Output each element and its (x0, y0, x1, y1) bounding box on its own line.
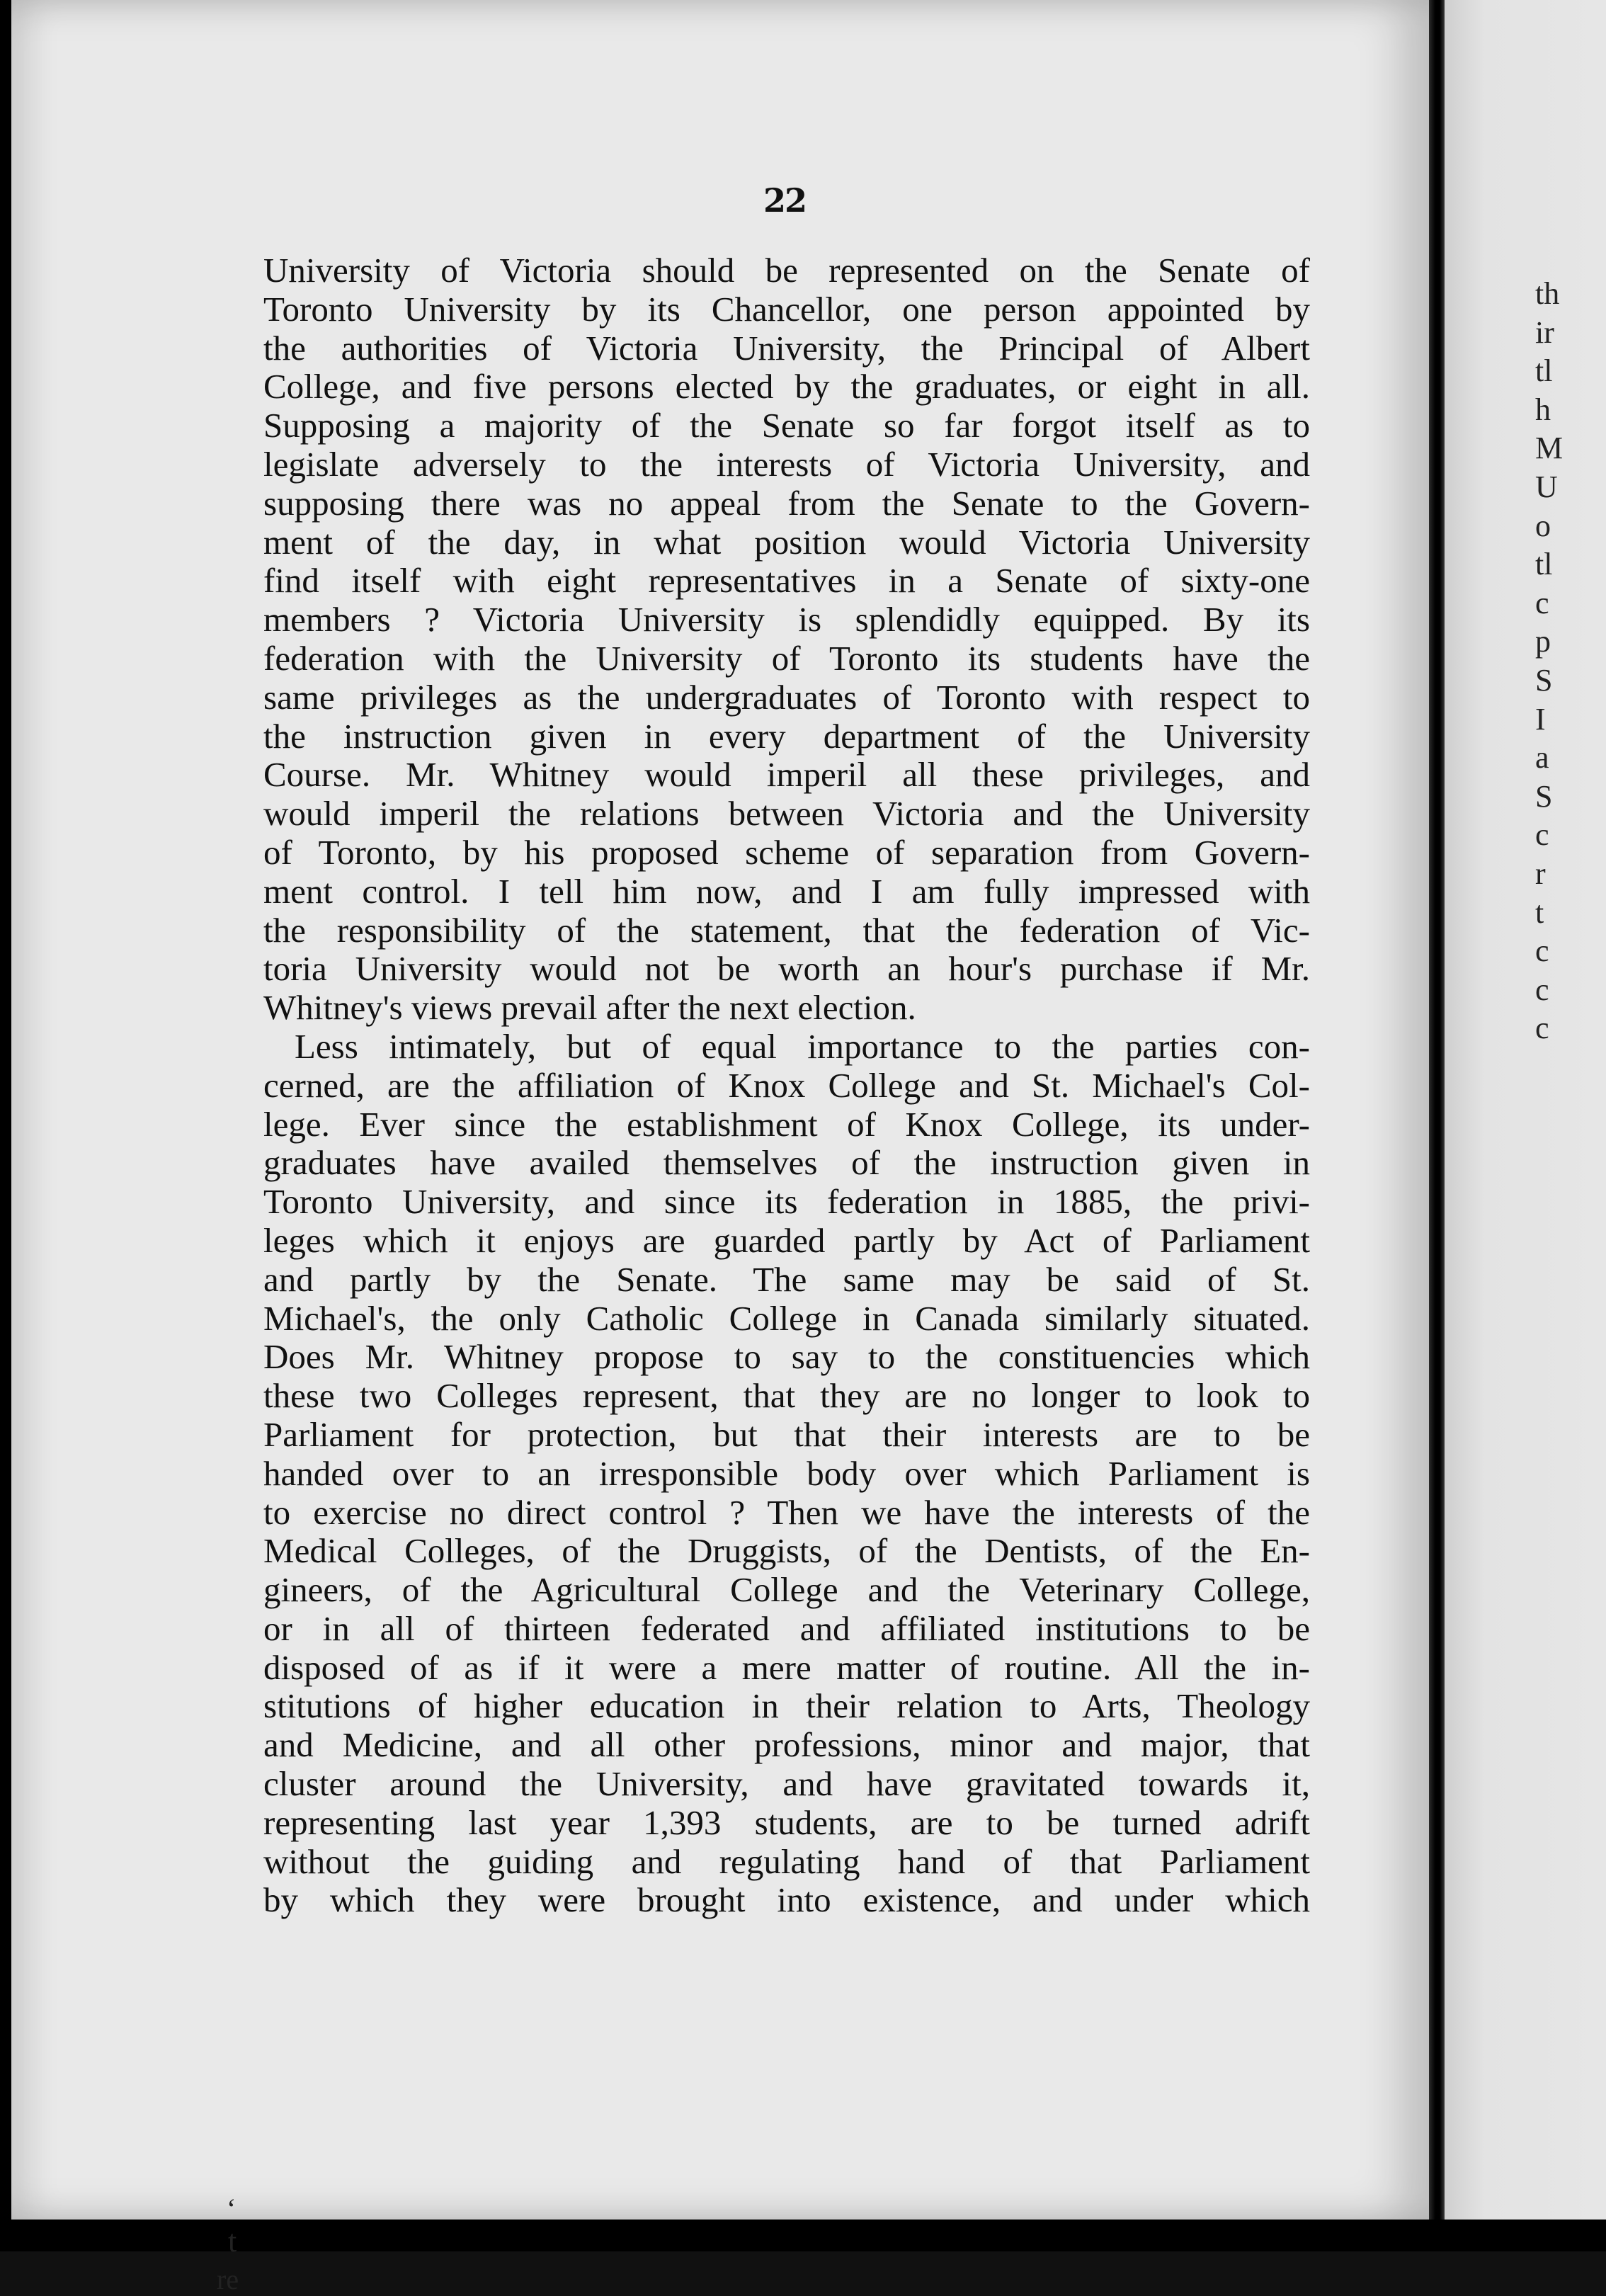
text-line: members ? Victoria University is splendidly equipped. By its (263, 600, 1310, 640)
text-line: graduates have availed themselves of the instruction given in (263, 1143, 1310, 1183)
text-line: Less intimately, but of equal importance to the parties con- (295, 1026, 1310, 1066)
text-line: representing last year 1,393 students, are to be turned adrift (263, 1802, 1310, 1842)
text-line: Does Mr. Whitney propose to say to the constituencies which (263, 1337, 1310, 1377)
facing-text-fragment: S (1535, 778, 1553, 814)
text-line: same privileges as the undergraduates of Toronto with respect to (263, 677, 1310, 717)
text-line: would imperil the relations between Victoria and the University (263, 794, 1310, 834)
margin-mark: re (217, 2263, 239, 2295)
text-line: gineers, of the Agricultural College and the Veterinary College, (263, 1570, 1310, 1610)
facing-text-fragment: tl (1535, 547, 1553, 582)
paragraph (263, 1028, 1310, 1920)
facing-text-fragment: p (1535, 624, 1551, 659)
text-line: to exercise no direct control ? Then we have the interests of the (263, 1492, 1310, 1532)
text-line: leges which it enjoys are guarded partly by Act of Parliament (263, 1220, 1310, 1260)
facing-text-fragment: c (1535, 817, 1549, 853)
text-line: ment control. I tell him now, and I am fully impressed with (263, 871, 1310, 911)
facing-text-fragment: U (1535, 469, 1558, 504)
facing-text-fragment: th (1535, 276, 1560, 311)
text-line: handed over to an irresponsible body over which Parliament is (263, 1453, 1310, 1493)
text-line: find itself with eight representatives in a Senate of sixty-one (263, 561, 1310, 601)
facing-text-fragment: o (1535, 508, 1551, 543)
text-line: stitutions of higher education in their relation to Arts, Theology (263, 1686, 1310, 1726)
text-line: University of Victoria should be represented on the Senate of (263, 251, 1310, 290)
text-line: cluster around the University, and have gravitated towards it, (263, 1764, 1310, 1804)
page-gutter (1429, 0, 1445, 2251)
facing-text-fragment: r (1535, 856, 1546, 891)
body-text (263, 251, 1310, 1920)
text-line: disposed of as if it were a mere matter of routine. All the in- (263, 1647, 1310, 1687)
facing-text-fragment: ir (1535, 314, 1554, 350)
facing-text-fragment: t (1535, 894, 1544, 930)
facing-text-fragment: c (1535, 933, 1549, 969)
text-line: Medical Colleges, of the Druggists, of the Dentists, of the En- (263, 1531, 1310, 1571)
text-line: lege. Ever since the establishment of Knox College, its under- (263, 1104, 1310, 1144)
facing-text-fragment: M (1535, 431, 1564, 466)
facing-text-fragment: h (1535, 392, 1551, 427)
facing-text-fragment: c (1535, 1011, 1549, 1046)
margin-mark: ‘ (227, 2193, 237, 2224)
paragraph (263, 251, 1310, 1028)
text-line: these two Colleges represent, that they are no longer to look to (263, 1376, 1310, 1416)
text-line: College, and five persons elected by the graduates, or eight in all. (263, 367, 1310, 407)
text-line: the instruction given in every department of the University (263, 716, 1310, 756)
text-line: supposing there was no appeal from the Senate to the Govern- (263, 483, 1310, 523)
facing-page-text-fragments (1535, 275, 1606, 1048)
text-line: of Toronto, by his proposed scheme of separation from Govern- (263, 832, 1310, 872)
text-line: Michael's, the only Catholic College in Canada similarly situated. (263, 1298, 1310, 1338)
left-scan-border (0, 0, 11, 2251)
facing-text-fragment: I (1535, 701, 1546, 737)
facing-text-fragment: c (1535, 585, 1549, 620)
margin-mark: t (228, 2224, 237, 2258)
page-number: 22 (763, 181, 806, 220)
text-line: Supposing a majority of the Senate so far forgot itself as to (263, 406, 1310, 445)
text-line: or in all of thirteen federated and affiliated institutions to be (263, 1608, 1310, 1648)
text-line: and partly by the Senate. The same may be said of St. (263, 1259, 1310, 1299)
facing-text-fragment: c (1535, 972, 1549, 1007)
bottom-scan-border (0, 2220, 1606, 2251)
text-line: federation with the University of Toronto its students have the (263, 638, 1310, 678)
text-line: Toronto University, and since its federation in 1885, the privi- (263, 1182, 1310, 1222)
facing-text-fragment: a (1535, 740, 1549, 775)
text-line: cerned, are the affiliation of Knox College and St. Michael's Col- (263, 1065, 1310, 1105)
text-line: Parliament for protection, but that their interests are to be (263, 1414, 1310, 1454)
text-line: legislate adversely to the interests of Victoria University, and (263, 444, 1310, 484)
text-line: without the guiding and regulating hand of that Parliament (263, 1841, 1310, 1881)
text-line: the responsibility of the statement, that the federation of Vic- (263, 910, 1310, 950)
text-line: by which they were brought into existence, and under which (263, 1880, 1310, 1920)
text-line: Course. Mr. Whitney would imperil all these privileges, and (263, 755, 1310, 795)
text-line: and Medicine, and all other professions, minor and major, that (263, 1725, 1310, 1765)
text-line: the authorities of Victoria University, the Principal of Albert (263, 328, 1310, 368)
text-line: Toronto University by its Chancellor, one person appointed by (263, 289, 1310, 329)
text-line: ment of the day, in what position would Victoria University (263, 522, 1310, 562)
text-line: Whitney's views prevail after the next election. (263, 988, 916, 1028)
facing-text-fragment: S (1535, 662, 1553, 698)
facing-text-fragment: tl (1535, 353, 1553, 389)
text-line: toria University would not be worth an hour's purchase if Mr. (263, 949, 1310, 989)
